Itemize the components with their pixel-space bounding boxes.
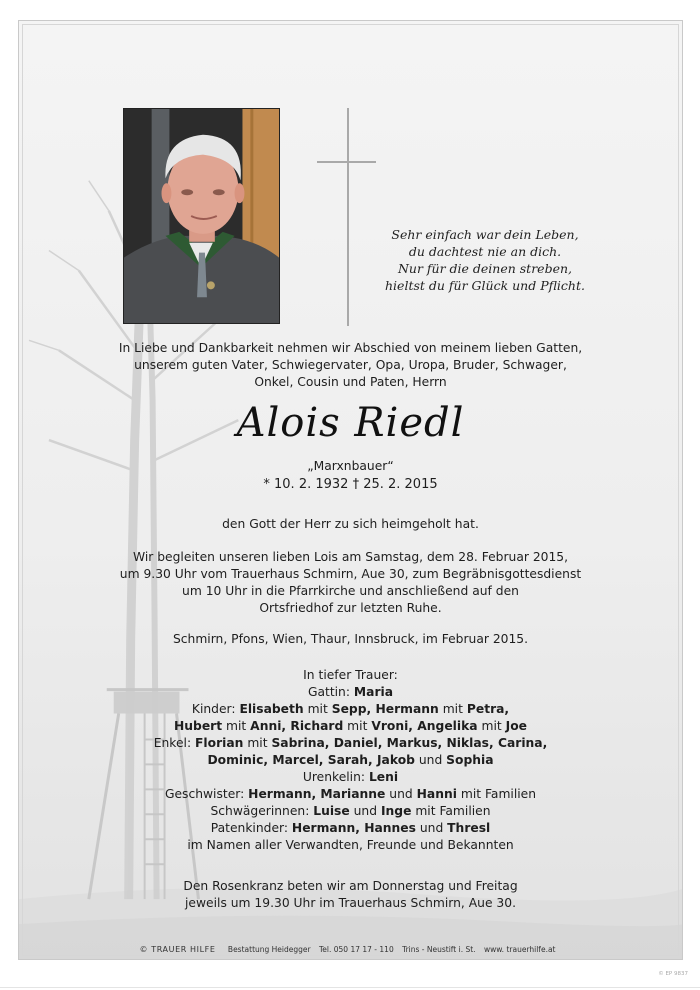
mourner-text: mit Familien	[411, 804, 491, 818]
mourner-text: und	[414, 753, 447, 767]
website-link[interactable]: www. trauerhilfe.at	[483, 945, 556, 954]
cross-icon	[347, 108, 349, 326]
poem-line: hieltst du für Glück und Pflicht.	[385, 278, 585, 293]
closing-text: den Gott der Herr zu sich heimgeholt hat.	[222, 517, 479, 531]
mourner-name: Sophia	[446, 753, 494, 767]
portrait-photo	[123, 108, 280, 324]
funeral-line: Ortsfriedhof zur letzten Ruhe.	[259, 601, 442, 615]
intro-line: In Liebe und Dankbarkeit nehmen wir Abschied von meinem lieben Gatten,	[118, 341, 583, 355]
mourner-line	[19, 752, 682, 769]
mourner-name: Leni	[368, 770, 399, 784]
page-divider	[0, 987, 700, 988]
funeral-details	[19, 549, 682, 617]
phone-number: Tel. 050 17 17 - 110	[318, 945, 394, 954]
rosary-line: Den Rosenkranz beten wir am Donnerstag und Freitag	[183, 879, 518, 893]
mourner-text: mit Familien	[456, 787, 537, 801]
mourner-line	[19, 786, 682, 803]
intro-line: Onkel, Cousin und Paten, Herrn	[254, 375, 447, 389]
mourner-text: Geschwister:	[164, 787, 249, 801]
mourner-text: mit	[222, 719, 251, 733]
mourner-name: Anni, Richard	[250, 719, 344, 733]
poem-line: du dachtest nie an dich.	[408, 244, 562, 259]
mourner-text: im Namen aller Verwandten, Freunde und Bekannten	[187, 838, 514, 852]
mourners-list	[19, 667, 682, 854]
mourner-text: Schwägerinnen:	[210, 804, 314, 818]
obituary-content	[19, 21, 682, 959]
portrait-image	[124, 109, 279, 323]
mourner-name: Vroni, Angelika	[371, 719, 478, 733]
mourner-text: Gattin:	[307, 685, 354, 699]
mourner-name: Hermann, Hannes	[291, 821, 416, 835]
mourner-line	[19, 735, 682, 752]
funeral-line: Wir begleiten unseren lieben Lois am Samstag, dem 28. Februar 2015,	[132, 550, 569, 564]
birth-death-dates: * 10. 2. 1932 † 25. 2. 2015	[263, 477, 438, 492]
mourner-name: Florian	[195, 736, 244, 750]
mourner-name: Thresl	[447, 821, 491, 835]
mourner-name: Hermann, Marianne	[248, 787, 386, 801]
mourner-text: mit	[343, 719, 372, 733]
mourners-heading: In tiefer Trauer:	[303, 668, 398, 682]
mourner-text: Kinder:	[191, 702, 240, 716]
funeral-line: um 9.30 Uhr vom Trauerhaus Schmirn, Aue 30, zum Begräbnisgottesdienst	[119, 567, 582, 581]
memorial-poem	[371, 226, 599, 294]
mourner-name: Hubert	[173, 719, 223, 733]
funeral-line: um 10 Uhr in die Pfarrkirche und anschließend auf den	[182, 584, 519, 598]
rosary-info	[19, 878, 682, 912]
mourner-name: Sabrina, Daniel, Markus, Niklas, Carina,	[271, 736, 548, 750]
mourner-lines	[19, 684, 682, 854]
mourner-text: und	[415, 821, 448, 835]
mourner-text: Enkel:	[153, 736, 195, 750]
mourner-name: Dominic, Marcel, Sarah, Jakob	[207, 753, 415, 767]
footer-imprint	[19, 945, 682, 954]
mourner-name: Maria	[353, 685, 394, 699]
mourner-text: mit	[303, 702, 332, 716]
mourner-name: Joe	[505, 719, 528, 733]
poem-line: Sehr einfach war dein Leben,	[391, 227, 579, 242]
mourner-line	[19, 684, 682, 701]
mourner-name: Hanni	[416, 787, 457, 801]
deceased-nickname: „Marxnbauer“	[307, 459, 394, 473]
mourner-line	[19, 718, 682, 735]
rosary-line: jeweils um 19.30 Uhr im Trauerhaus Schmirn, Aue 30.	[185, 896, 516, 910]
mourner-text: mit	[477, 719, 506, 733]
undertaker-name: Bestattung Heidegger	[227, 945, 311, 954]
mourner-line	[19, 769, 682, 786]
places-and-date: Schmirn, Pfons, Wien, Thaur, Innsbruck, im Februar 2015.	[172, 632, 529, 646]
mourner-text: und	[385, 787, 417, 801]
mourner-name: Luise	[313, 804, 350, 818]
intro-line: unserem guten Vater, Schwiegervater, Opa, Uropa, Bruder, Schwager,	[134, 358, 567, 372]
mourner-text: Patenkinder:	[210, 821, 292, 835]
mourner-text: mit	[438, 702, 467, 716]
mourner-line	[19, 701, 682, 718]
document-code: © EP 9837	[658, 971, 688, 977]
mourner-line	[19, 820, 682, 837]
mourner-line	[19, 803, 682, 820]
mourner-name: Inge	[380, 804, 412, 818]
cross-icon-crossbar	[317, 161, 376, 163]
mourner-text: Urenkelin:	[302, 770, 369, 784]
poem-line: Nur für die deinen streben,	[397, 261, 573, 276]
mourner-name: Elisabeth	[239, 702, 304, 716]
mourner-text: und	[349, 804, 381, 818]
deceased-name: Alois Riedl	[236, 400, 465, 446]
obituary-card	[18, 20, 683, 960]
undertaker-location: Trins - Neustift i. St.	[402, 945, 476, 954]
mourner-line	[19, 837, 682, 854]
intro-text	[19, 340, 682, 391]
mourner-name: Sepp, Hermann	[331, 702, 439, 716]
mourner-text: mit	[243, 736, 272, 750]
mourner-name: Petra,	[466, 702, 510, 716]
trauerhilfe-brand: © TRAUER HILFE	[139, 945, 216, 954]
